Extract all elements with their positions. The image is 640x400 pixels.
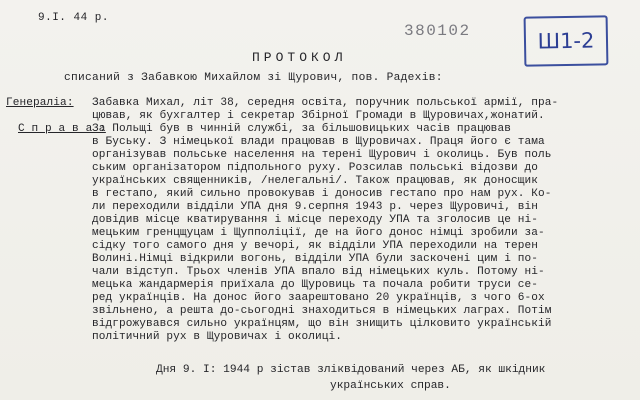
body-line: в гестапо, який сильно провокував і доносив гестапо про нам рух. Ко-: [92, 188, 552, 200]
body-line: сідку того самого дня у вечорі, як відділи УПА переходили на терен: [92, 240, 538, 252]
body-line: мецька жандармерія приїхала до Щуровиць та почала робити труси се-: [92, 279, 538, 291]
body-line: За Польщі був в чинній службі, за більшовицьких часів працював: [92, 123, 511, 135]
archive-number: 380102: [404, 22, 471, 40]
body-line: Забавка Михал, літ 38, середня освіта, поручник польської армії, пра-: [92, 97, 559, 109]
document-title: ПРОТОКОЛ: [252, 50, 347, 65]
document-date: 9.І. 44 р.: [38, 12, 110, 24]
body-line: в Буську. З німецької влади працював в Щуровичах. Праця його є тама: [92, 136, 545, 148]
body-line: цював, як бухгалтер і секретар Збірної Громади в Щуровичах,жонатий.: [92, 110, 545, 122]
section-label-generalia: Генераліa:: [6, 97, 74, 109]
document-subtitle: списаний з Забавкою Михайлом зі Щурович, пов. Радехів:: [64, 72, 443, 84]
body-line: ли переходили відділи УПА дня 9.серпня 1943 р. через Щуровичі, він: [92, 201, 538, 213]
section-label-sprava: С п р а в а :: [18, 123, 106, 135]
body-line: ським організатором підпольного руху. Розсилав польські відозви до: [92, 162, 538, 174]
footer-line: українських справ.: [330, 380, 451, 392]
footer-line: Дня 9. І: 1944 р зістав зліквідований через АБ, як шкідник: [156, 364, 546, 376]
archive-stamp: [524, 15, 609, 66]
body-line: довідив місце кватирування і місце переходу УПА та зголосив це ні-: [92, 214, 538, 226]
body-line: політичний рух в Щуровичах і околиці.: [92, 331, 343, 343]
body-line: чали відступ. Трьох членів УПА впало від німецьких куль. Потому ні-: [92, 266, 545, 278]
body-line: Волині.Німці відкрили вогонь, відділи УПА були заскочені цим і по-: [92, 253, 538, 265]
body-line: українських священників, /нелегальні/. Також працював, як доносщик: [92, 175, 538, 187]
body-line: відгрожувався сильно українцям, що він знищить цілковито українській: [92, 318, 552, 330]
stamp-code: Ш1-2: [537, 28, 595, 54]
body-line: мецьким гренцщуцам і Щупполіції, де на його донос німці зробили за-: [92, 227, 545, 239]
body-line: ред українців. На донос його заарештовано 20 українців, з чого 6-ох: [92, 292, 545, 304]
body-line: організував польське населення на терені Щурович і околиць. Був поль: [92, 149, 552, 161]
body-line: звільнено, а решта до-сьогодні знаходиться в німецьких лаграх. Потім: [92, 305, 552, 317]
